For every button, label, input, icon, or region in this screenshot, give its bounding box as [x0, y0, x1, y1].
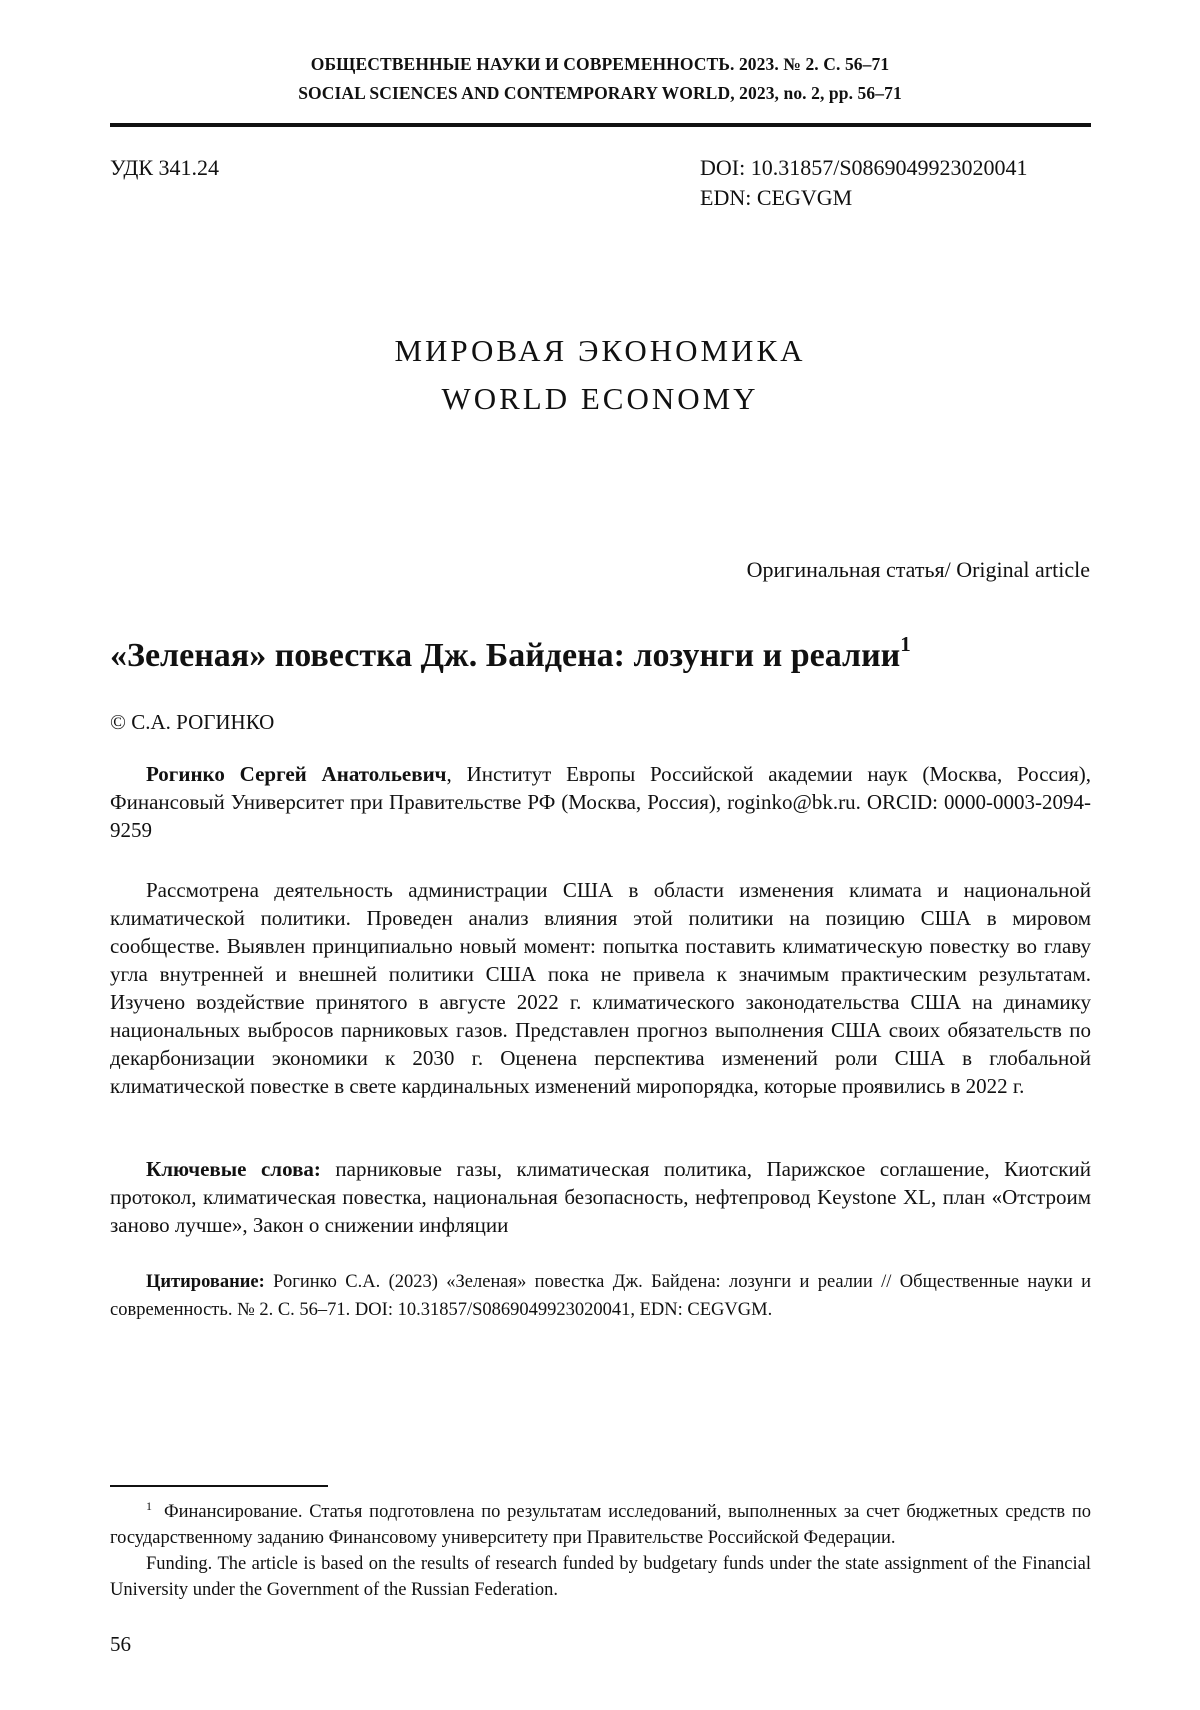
citation-label: Цитирование: — [146, 1272, 265, 1292]
journal-header-ru: ОБЩЕСТВЕННЫЕ НАУКИ И СОВРЕМЕННОСТЬ. 2023. № 2. С. 56–71 — [310, 54, 890, 74]
keywords-label: Ключевые слова: — [146, 1157, 321, 1181]
keywords-text: парниковые газы, климатическая политика, Парижское соглашение, Киотский протокол, климатическая повестка, национальная безопасность, нефтепровод Keystone XL, план «Отстроим заново лучше», Закон о снижении инфляции — [110, 1157, 1091, 1237]
author-name: Рогинко Сергей Анатольевич — [146, 762, 447, 786]
author-affiliation: , Институт Европы Российской академии наук (Москва, Россия), Финансовый Университет при Правительстве РФ (Москва, Россия), roginko@bk.ru. ORCID: 0000-0003-2094-9259 — [110, 762, 1091, 842]
author-info — [110, 760, 1091, 844]
article-title-text: «Зеленая» повестка Дж. Байдена: лозунги и реалии — [110, 637, 901, 674]
edn: EDN: CEGVGM — [700, 185, 853, 210]
keywords — [110, 1155, 1091, 1239]
footnote-rule — [110, 1485, 328, 1487]
footnote-ru-text: Финансирование. Статья подготовлена по результатам исследований, выполненных за счет бюджетных средств по государственному заданию Финансовому университету при Правительстве Российской Федерации. — [110, 1502, 1091, 1548]
journal-header-en: SOCIAL SCIENCES AND CONTEMPORARY WORLD, 2023, no. 2, pp. 56–71 — [298, 83, 902, 103]
journal-section — [110, 327, 1090, 423]
identifiers-block — [700, 153, 1028, 213]
doi: DOI: 10.31857/S0869049923020041 — [700, 155, 1028, 180]
abstract: Рассмотрена деятельность администрации США в области изменения климата и национальной климатической политики. Проведен анализ влияния этой политики на позицию США в мировом сообществе. Выявлен принципиально новый момент: попытка поставить климатическую повестку во главу угла внутренней и внешней политики США пока не привела к значимым практическим результатам. Изучено воздействие принятого в августе 2022 г. климатического законодательства США на динамику национальных выбросов парниковых газов. Представлен прогноз выполнения США своих обязательств по декарбонизации экономики к 2030 г. Оценена перспектива изменений роли США в глобальной климатической повестке в свете кардинальных изменений миропорядка, которые проявились в 2022 г. — [110, 878, 1091, 1098]
footnote-mark: 1 — [146, 1499, 152, 1513]
title-footnote-mark: 1 — [900, 632, 911, 656]
article-type: Оригинальная статья/ Original article — [746, 557, 1090, 582]
header-rule — [110, 123, 1091, 127]
citation-text: Рогинко С.А. (2023) «Зеленая» повестка Дж. Байдена: лозунги и реалии // Общественные науки и современность. № 2. С. 56–71. DOI: 10.31857/S0869049923020041, EDN: CEGVGM. — [110, 1272, 1091, 1320]
copyright: © С.А. РОГИНКО — [110, 710, 275, 734]
journal-header — [110, 50, 1090, 108]
article-title — [110, 634, 1090, 678]
footnote-en: Funding. The article is based on the results of research funded by budgetary funds under the state assignment of the Financial University under the Government of the Russian Federation. — [110, 1554, 1091, 1600]
footnote-ru — [110, 1499, 1091, 1551]
page-number: 56 — [110, 1632, 131, 1656]
citation — [110, 1268, 1091, 1324]
section-title-en: WORLD ECONOMY — [441, 381, 759, 416]
section-title-ru: МИРОВАЯ ЭКОНОМИКА — [394, 333, 806, 368]
udk-code: УДК 341.24 — [110, 155, 220, 180]
